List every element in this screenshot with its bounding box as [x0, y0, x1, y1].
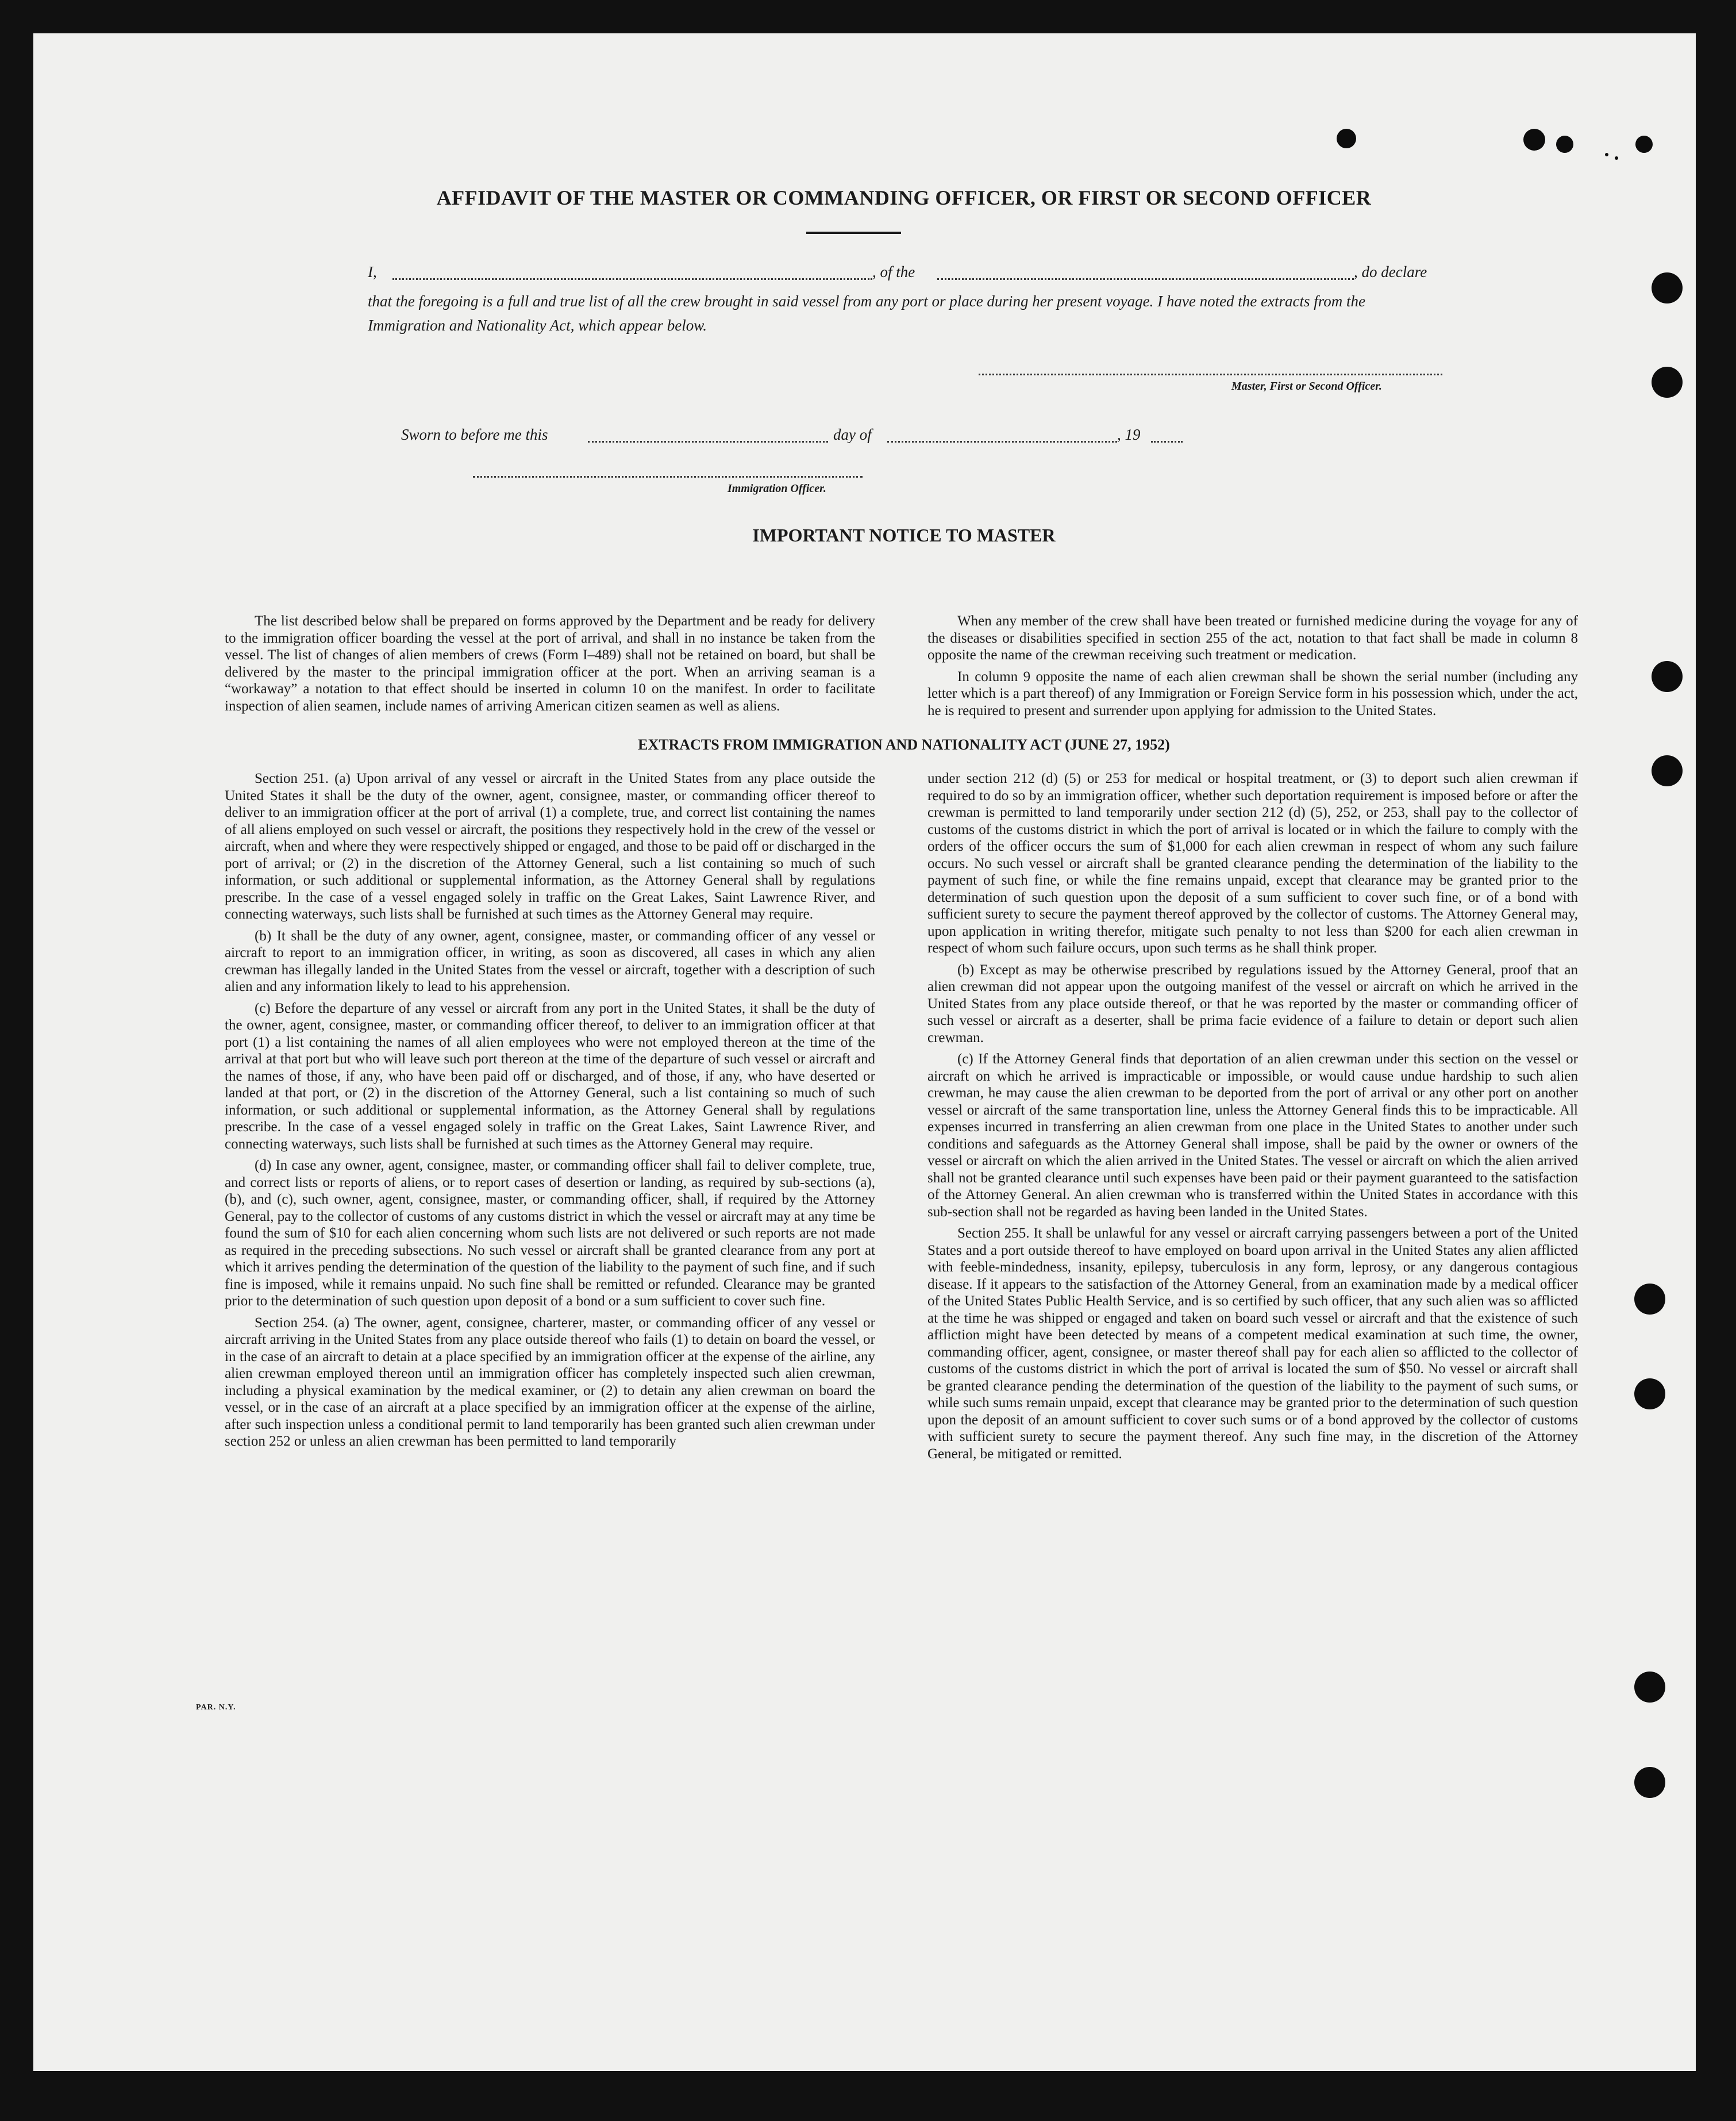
- title-rule: [806, 232, 901, 234]
- master-caption: Master, First or Second Officer.: [1231, 380, 1382, 393]
- sworn-year-field[interactable]: [1151, 441, 1183, 443]
- extract-paragraph: Section 255. It shall be unlawful for any vessel or aircraft carrying passengers between a port of the United States and a port outside thereof to have employed on board upon arrival in the United States any alien afflicted with feeble-mindedness, insanity, epilepsy, tuberculosis in any form, leprosy, or any dangerous contagious disease. If it appears to the satisfaction of the Attorney General, from an examination made by a medical officer of the United States Public Health Service, and is so certified by such officer, that any such alien was so afflicted at the time he was shipped or engaged and taken on board such vessel or aircraft and that the existence of such affliction might have been detected by means of a competent medical examination at such time, the owner, commanding officer, agent, consignee, or master thereof shall pay for each alien so afflicted to the collector of customs of the customs district in which the port of arrival is located the sum of $50. No vessel or aircraft shall be granted clearance pending the determination of the question of the liability to the payment of such sums, or while such sums remain unpaid, except that clearance may be granted prior to the determination of such question upon the deposit of an amount sufficient to cover such sums or of a bond approved by the collector of customs with sufficient surety to secure the payment thereof. Any such fine may, in the discretion of the Attorney General, be mitigated or remitted.: [927, 1225, 1578, 1462]
- extract-paragraph: Section 254. (a) The owner, agent, consignee, charterer, master, or commanding officer of any vessel or aircraft arriving in the United States from any place outside thereof who fails (1) to detain on board the vessel, or in the case of an aircraft to detain at a place specified by an immigration officer at the expense of the airline, any alien crewman employed thereon until an immigration officer has completely inspected such alien crewman, including a physical examination by the medical examiner, or (2) to detain any alien crewman on board the vessel, or in the case of an aircraft at a place specified by an immigration officer at the expense of the airline, after such inspection unless a conditional permit to land temporarily has been granted such alien crewman under section 252 or unless an alien crewman has been permitted to land temporarily: [225, 1315, 875, 1449]
- extract-paragraph: Section 251. (a) Upon arrival of any vessel or aircraft in the United States from any place outside the United States it shall be the duty of the owner, agent, consignee, master, or commanding officer thereof to deliver to an immigration officer at the port of arrival (1) a complete, true, and correct list containing the names of all aliens employed on such vessel or aircraft, the positions they respectively hold in the crew of the vessel or aircraft, when and where they were respectively shipped or engaged, and those to be paid off or discharged in the port of arrival; or (2) in the discretion of the Attorney General, such a list containing so much of such information, or such additional or supplemental information, as the Attorney General shall by regulations prescribe. In the case of a vessel engaged solely in traffic on the Great Lakes, Saint Lawrence River, and connecting waterways, such lists shall be furnished at such times as the Attorney General may require.: [225, 771, 875, 922]
- notice-paragraph: The list described below shall be prepared on forms approved by the Department and be ready for delivery to the immigration officer boarding the vessel at the port of arrival, and shall in no instance be taken from the vessel. The list of changes of alien members of crews (Form I–489) shall not be retained on board, but shall be delivered by the master to the principal immigration officer at the port. When an arriving seaman is a “workaway” a notation to that effect should be inserted in column 10 on the manifest. In order to facilitate inspection of alien seamen, include names of arriving American citizen seamen as well as aliens.: [225, 613, 875, 714]
- punch-hole-1: [1652, 272, 1683, 303]
- officer-signature-field[interactable]: [473, 476, 863, 478]
- punch-hole-7: [1634, 1672, 1665, 1703]
- affidavit-title: AFFIDAVIT OF THE MASTER OR COMMANDING OFFICER, OR FIRST OR SECOND OFFICER: [436, 186, 1372, 209]
- extract-paragraph: (c) Before the departure of any vessel or aircraft from any port in the United States, it shall be the duty of the owner, agent, consignee, master, or commanding officer thereof, to deliver to an immigration officer at that port (1) a list containing the names of all alien employees who were not employed thereon at the time of the arrival at that port but who will leave such port thereon at the time of the departure of such vessel or aircraft and the names of those, if any, who have been paid off or discharged, and of those, if any, who have deserted or landed at that port, or (2) in the discretion of the Attorney General, such a list containing so much of such information, or such additional or supplemental information, as the Attorney General shall by regulations prescribe. In the case of a vessel engaged solely in traffic on the Great Lakes, Saint Lawrence River, and connecting waterways, such lists shall be furnished at such times as the Attorney General may require.: [225, 1000, 875, 1152]
- ink-speck: [1556, 136, 1573, 153]
- master-signature-field[interactable]: [979, 374, 1442, 375]
- notice-paragraph: In column 9 opposite the name of each alien crewman shall be shown the serial number (including any letter which is a part thereof) of any Immigration or Foreign Service form in his possession which, under the act, he is required to present and surrender upon applying for admission to the United States.: [927, 668, 1578, 718]
- extract-paragraph: (c) If the Attorney General finds that deportation of an alien crewman under this section on the vessel or aircraft on which he arrived is impracticable or impossible, or would cause undue hardship to such alien crewman, he may cause the alien crewman to be deported from the port of arrival or any other port on another vessel or aircraft of the same transportation line, unless the Attorney General finds this to be impracticable. All expenses incurred in transferring an alien crewman from one place in the United States to another under such conditions and safeguards as the Attorney General shall impose, shall be paid by the owner or owners of the vessel or aircraft on which the alien arrived in the United States. The vessel or aircraft on which the alien arrived shall not be granted clearance until such expenses have been paid or their payment guaranteed to the satisfaction of the Attorney General. An alien crewman who is transferred within the United States in accordance with this sub-section shall not be regarded as having been landed in the United States.: [927, 1051, 1578, 1220]
- sworn-day-field[interactable]: [588, 441, 828, 443]
- extract-paragraph: (b) Except as may be otherwise prescribed by regulations issued by the Attorney General, proof that an alien crewman did not appear upon the outgoing manifest of the vessel or aircraft on which he arrived in the United States from any place outside thereof, or that he was reported by the master or commanding officer of such vessel or aircraft as a deserter, shall be prima facie evidence of a failure to detain or deport such alien crewman.: [927, 962, 1578, 1046]
- punch-hole-4: [1652, 755, 1683, 786]
- punch-hole-2: [1652, 367, 1683, 398]
- printer-mark: PAR. N.Y.: [196, 1703, 236, 1712]
- do-declare-label: , do declare: [1354, 263, 1427, 281]
- ink-speck: [1523, 129, 1545, 151]
- sworn-label: Sworn to before me this: [401, 426, 548, 443]
- punch-hole-5: [1634, 1284, 1665, 1315]
- punch-hole-6: [1634, 1378, 1665, 1409]
- officer-caption: Immigration Officer.: [727, 482, 826, 495]
- year-label: , 19: [1117, 426, 1141, 443]
- master-name-field[interactable]: [392, 278, 872, 280]
- i-label: I,: [368, 263, 377, 281]
- sworn-month-field[interactable]: [887, 441, 1117, 443]
- punch-hole-3: [1652, 661, 1683, 692]
- affidavit-statement: that the foregoing is a full and true list of all the crew brought in said vessel from any port or place during her present voyage. I have noted the extracts from the Immigration and Nationality Act, which appear below.: [368, 293, 1366, 334]
- punch-hole-8: [1634, 1767, 1665, 1798]
- ink-speck: [1615, 156, 1618, 160]
- ink-speck: [1605, 153, 1608, 156]
- extracts-title: EXTRACTS FROM IMMIGRATION AND NATIONALITY ACT (JUNE 27, 1952): [638, 736, 1170, 753]
- ink-speck: [1337, 129, 1356, 148]
- day-of-label: day of: [833, 426, 872, 443]
- extracts-right-column: [927, 770, 1578, 1467]
- extracts-left-column: [225, 770, 875, 1455]
- notice-paragraph: When any member of the crew shall have been treated or furnished medicine during the voyage for any of the diseases or disabilities specified in section 255 of the act, notation to that fact shall be made in column 8 opposite the name of the crewman receiving such treatment or medication.: [927, 613, 1578, 663]
- extract-paragraph: (d) In case any owner, agent, consignee, master, or commanding officer shall fail to deliver complete, true, and correct lists or reports of aliens, or to report cases of desertion or landing, as required by sub-sections (a), (b), and (c), such owner, agent, consignee, master, or commanding officer, shall, if required by the Attorney General, pay to the collector of customs of any customs district in which the vessel or aircraft may at any time be found the sum of $10 for each alien concerning whom such lists are not delivered or such reports are not made as required in the preceding subsections. No such vessel or aircraft shall be granted clearance from any port at which it arrives pending the determination of the question of the liability to the payment of such fine, and if such fine is imposed, while it remains unpaid. No such fine shall be remitted or refunded. Clearance may be granted prior to the determination of such question upon deposit of a bond or a sum sufficient to cover such fine.: [225, 1158, 875, 1309]
- extract-paragraph: under section 212 (d) (5) or 253 for medical or hospital treatment, or (3) to deport such alien crewman if required to do so by an immigration officer, whether such deportation requirement is imposed before or after the crewman is permitted to land temporarily under section 212 (d) (5), 252, or 253, shall pay to the collector of customs of the customs district in which the port of arrival is located or in which the failure to comply with the orders of the officer occurs the sum of $1,000 for each alien crewman in respect of whom any such failure occurs. No such vessel or aircraft shall be granted clearance pending the determination of the liability to the payment of such fine, or while the fine remains unpaid, except that clearance may be granted prior to the determination of such question upon the deposit of a sum sufficient to cover such fine, or of a bond with sufficient surety to secure the payment thereof approved by the collector of customs. The Attorney General may, upon application in writing therefor, mitigate such penalty to not less than $200 for each alien crewman in respect of whom such failure occurs, upon such terms as he shall think proper.: [927, 771, 1578, 956]
- form-page: [33, 33, 1696, 2071]
- notice-title: IMPORTANT NOTICE TO MASTER: [752, 525, 1056, 545]
- vessel-name-field[interactable]: [937, 278, 1354, 280]
- notice-left-column: [225, 613, 875, 719]
- ink-speck: [1635, 136, 1653, 153]
- notice-right-column: [927, 613, 1578, 724]
- of-the-label: , of the: [872, 263, 915, 281]
- extract-paragraph: (b) It shall be the duty of any owner, agent, consignee, master, or commanding officer of any vessel or aircraft to report to an immigration officer, in writing, as soon as discovered, all cases in which any alien crewman has illegally landed in the United States from the vessel or aircraft, together with a description of such alien and any information likely to lead to his apprehension.: [225, 928, 875, 994]
